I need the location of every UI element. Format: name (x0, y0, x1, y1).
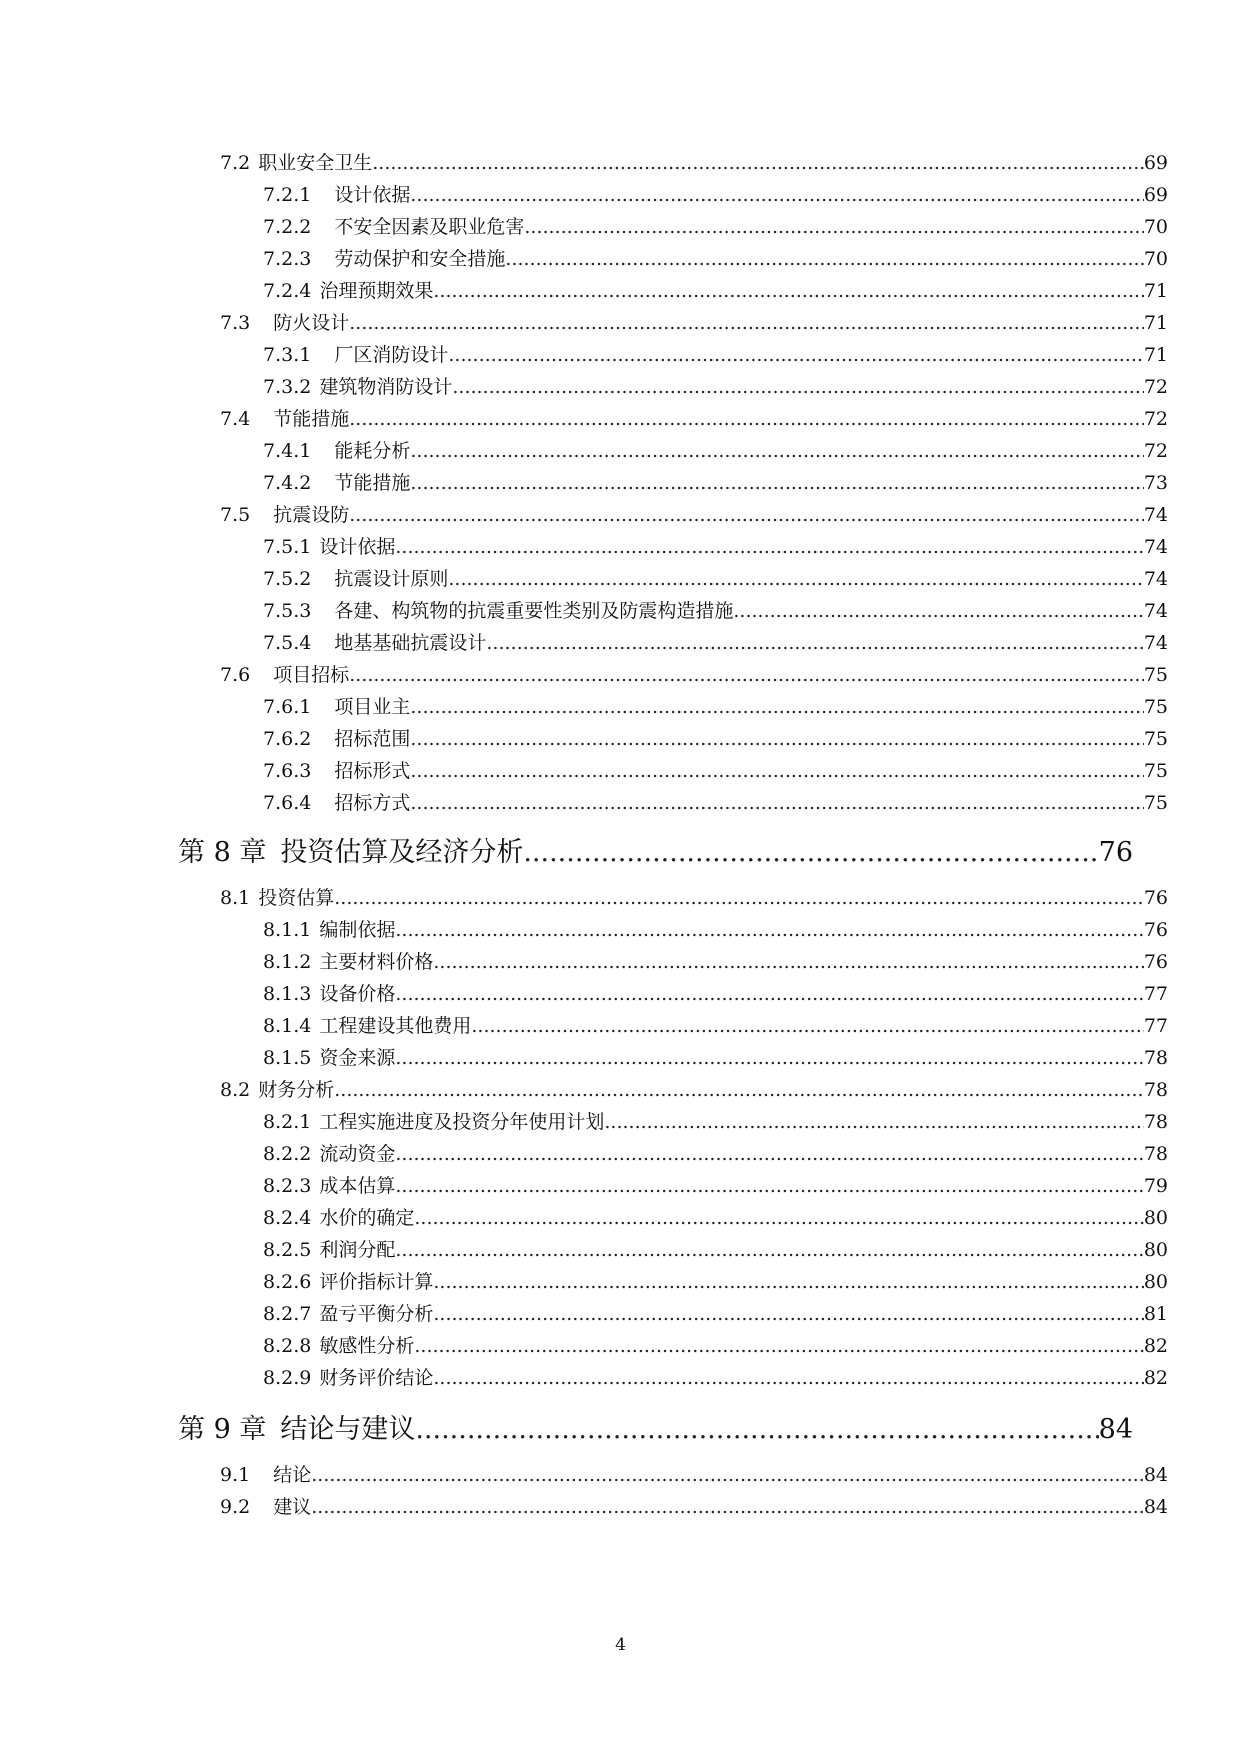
toc-entry-title: 招标形式 (334, 760, 411, 782)
dot-leader (410, 696, 1143, 718)
toc-entry[interactable] (220, 1460, 1168, 1487)
toc-entry-title: 评价指标计算 (319, 1271, 434, 1293)
toc-entry-title: 建筑物消防设计 (319, 376, 453, 398)
dot-leader (433, 280, 1143, 302)
dot-leader (414, 1335, 1143, 1357)
dot-leader (410, 440, 1143, 462)
toc-entry[interactable] (263, 1171, 1168, 1198)
toc-entry-title: 水价的确定 (319, 1207, 415, 1229)
toc-entry[interactable] (263, 756, 1168, 783)
dot-leader (523, 837, 1098, 868)
dot-leader (448, 568, 1143, 590)
toc-chapter-entry[interactable] (178, 1407, 1133, 1446)
toc-entry-title: 利润分配 (319, 1239, 396, 1261)
toc-entry-page-number: 72 (1143, 376, 1168, 398)
toc-entry-page-number: 71 (1143, 280, 1168, 302)
toc-entry[interactable] (263, 1043, 1168, 1070)
toc-entry-number: 7.2.1 (263, 184, 312, 206)
toc-entry-number: 7.5.3 (263, 600, 312, 622)
toc-entry-title: 招标方式 (334, 792, 411, 814)
toc-entry[interactable] (263, 788, 1168, 815)
toc-entry-page-number: 72 (1143, 440, 1168, 462)
toc-entry-title: 厂区消防设计 (334, 344, 449, 366)
toc-entry-title: 抗震设计原则 (334, 568, 449, 590)
toc-entry[interactable] (263, 276, 1168, 303)
toc-entry-page-number: 71 (1143, 312, 1168, 334)
toc-entry-page-number: 75 (1143, 760, 1168, 782)
dot-leader (410, 760, 1143, 782)
toc-entry-number: 7.2.3 (263, 248, 312, 270)
toc-entry-number: 8.2 (220, 1079, 251, 1101)
toc-entry[interactable] (220, 1492, 1168, 1519)
toc-entry-page-number: 69 (1143, 152, 1168, 174)
dot-leader (410, 792, 1143, 814)
toc-entry-number: 8.2.6 (263, 1271, 312, 1293)
toc-entry-title: 成本估算 (319, 1175, 396, 1197)
toc-entry-number: 7.4.1 (263, 440, 312, 462)
toc-entry-number: 7.5.4 (263, 632, 312, 654)
toc-entry-page-number: 80 (1143, 1207, 1168, 1229)
toc-entry-page-number: 76 (1143, 951, 1168, 973)
toc-entry-number: 8.2.9 (263, 1367, 312, 1389)
toc-entry-title: 地基基础抗震设计 (334, 632, 487, 654)
toc-entry-number: 7.6.3 (263, 760, 312, 782)
toc-entry-page-number: 76 (1143, 887, 1168, 909)
toc-entry[interactable] (220, 308, 1168, 335)
toc-entry-title: 工程建设其他费用 (319, 1015, 472, 1037)
toc-entry-page-number: 70 (1143, 216, 1168, 238)
toc-entry[interactable] (263, 180, 1168, 207)
toc-entry[interactable] (263, 1011, 1168, 1038)
toc-entry[interactable] (263, 468, 1168, 495)
toc-entry-page-number: 71 (1143, 344, 1168, 366)
toc-entry-title: 主要材料价格 (319, 951, 434, 973)
toc-entry-number: 7.5 (220, 504, 251, 526)
dot-leader (733, 600, 1143, 622)
toc-entry-number: 7.2.4 (263, 280, 312, 302)
toc-entry-title: 劳动保护和安全措施 (334, 248, 506, 270)
toc-entry-title: 不安全因素及职业危害 (334, 216, 525, 238)
toc-entry[interactable] (220, 404, 1168, 431)
toc-entry-title: 投资估算及经济分析 (280, 837, 524, 868)
toc-entry[interactable] (263, 1139, 1168, 1166)
dot-leader (433, 1367, 1143, 1389)
toc-entry-number: 第 8 章 (178, 837, 267, 868)
toc-entry-title: 项目业主 (334, 696, 411, 718)
toc-entry-title: 工程实施进度及投资分年使用计划 (319, 1111, 605, 1133)
toc-entry-page-number: 84 (1143, 1496, 1168, 1518)
toc-entry[interactable] (220, 148, 1168, 175)
toc-entry-title: 抗震设防 (273, 504, 350, 526)
toc-entry-number: 9.1 (220, 1464, 251, 1486)
toc-entry[interactable] (220, 1075, 1168, 1102)
toc-entry[interactable] (263, 1331, 1168, 1358)
toc-entry-number: 9.2 (220, 1496, 251, 1518)
dot-leader (311, 1464, 1144, 1486)
toc-entry-page-number: 75 (1143, 696, 1168, 718)
toc-entry-number: 8.2.3 (263, 1175, 312, 1197)
toc-entry[interactable] (263, 340, 1168, 367)
toc-entry-title: 流动资金 (319, 1143, 396, 1165)
toc-entry-page-number: 84 (1143, 1464, 1168, 1486)
toc-entry[interactable] (263, 1299, 1168, 1326)
toc-entry[interactable] (263, 1107, 1168, 1134)
toc-entry-title: 防火设计 (273, 312, 350, 334)
toc-entry-page-number: 73 (1143, 472, 1168, 494)
toc-entry[interactable] (220, 660, 1168, 687)
toc-entry-title: 设备价格 (319, 983, 396, 1005)
toc-entry-page-number: 78 (1143, 1111, 1168, 1133)
dot-leader (410, 472, 1143, 494)
toc-entry-page-number: 76 (1143, 919, 1168, 941)
toc-entry-title: 治理预期效果 (319, 280, 434, 302)
dot-leader (524, 216, 1143, 238)
toc-entry-number: 8.2.1 (263, 1111, 312, 1133)
dot-leader (334, 887, 1144, 909)
dot-leader (395, 983, 1143, 1005)
toc-entry-title: 能耗分析 (334, 440, 411, 462)
toc-entry-page-number: 69 (1143, 184, 1168, 206)
dot-leader (349, 664, 1144, 686)
toc-entry-number: 8.1.3 (263, 983, 312, 1005)
dot-leader (415, 1414, 1098, 1445)
toc-entry-page-number: 74 (1143, 632, 1168, 654)
dot-leader (410, 184, 1143, 206)
toc-entry[interactable] (263, 596, 1168, 623)
toc-entry-page-number: 74 (1143, 568, 1168, 590)
toc-entry[interactable] (220, 883, 1168, 910)
toc-entry-page-number: 70 (1143, 248, 1168, 270)
toc-entry-title: 结论 (273, 1464, 312, 1486)
toc-entry-title: 各建、构筑物的抗震重要性类别及防震构造措施 (334, 600, 734, 622)
toc-entry-number: 7.4 (220, 408, 251, 430)
toc-entry[interactable] (263, 436, 1168, 463)
toc-entry-title: 设计依据 (319, 536, 396, 558)
toc-entry-number: 7.3.2 (263, 376, 312, 398)
toc-entry-title: 项目招标 (273, 664, 350, 686)
footer-page-number: 4 (615, 1635, 626, 1655)
toc-entry-title: 投资估算 (258, 887, 335, 909)
toc-entry-number: 7.6 (220, 664, 251, 686)
toc-entry-number: 8.2.7 (263, 1303, 312, 1325)
dot-leader (395, 919, 1143, 941)
toc-entry-page-number: 78 (1143, 1143, 1168, 1165)
toc-entry-number: 8.1.2 (263, 951, 312, 973)
toc-entry-title: 节能措施 (334, 472, 411, 494)
toc-entry-number: 7.2.2 (263, 216, 312, 238)
toc-entry[interactable] (263, 947, 1168, 974)
toc-entry-number: 第 9 章 (178, 1414, 267, 1445)
dot-leader (433, 951, 1143, 973)
toc-entry-page-number: 75 (1143, 792, 1168, 814)
dot-leader (448, 344, 1143, 366)
toc-entry-page-number: 80 (1143, 1239, 1168, 1261)
dot-leader (452, 376, 1143, 398)
toc-entry-number: 8.2.5 (263, 1239, 312, 1261)
toc-entry-number: 7.4.2 (263, 472, 312, 494)
toc-entry[interactable] (263, 979, 1168, 1006)
toc-entry-number: 8.1.4 (263, 1015, 312, 1037)
toc-entry-number: 7.5.2 (263, 568, 312, 590)
toc-entry-page-number: 75 (1143, 664, 1168, 686)
toc-entry-page-number: 81 (1143, 1303, 1168, 1325)
toc-entry[interactable] (263, 1363, 1168, 1390)
toc-entry-title: 建议 (273, 1496, 312, 1518)
toc-entry[interactable] (263, 724, 1168, 751)
toc-entry-page-number: 74 (1143, 504, 1168, 526)
toc-entry-number: 8.1.5 (263, 1047, 312, 1069)
dot-leader (471, 1015, 1143, 1037)
toc-entry-title: 编制依据 (319, 919, 396, 941)
toc-entry-page-number: 77 (1143, 1015, 1168, 1037)
toc-entry-page-number: 76 (1098, 837, 1133, 868)
toc-entry-page-number: 80 (1143, 1271, 1168, 1293)
dot-leader (349, 408, 1144, 430)
dot-leader (410, 728, 1143, 750)
toc-entry-number: 7.2 (220, 152, 251, 174)
dot-leader (604, 1111, 1143, 1133)
toc-entry-title: 财务分析 (258, 1079, 335, 1101)
toc-entry[interactable] (263, 372, 1168, 399)
toc-entry-number: 8.1 (220, 887, 251, 909)
toc-entry[interactable] (263, 244, 1168, 271)
toc-entry-page-number: 78 (1143, 1047, 1168, 1069)
toc-entry-number: 7.6.4 (263, 792, 312, 814)
toc-entry-number: 7.3 (220, 312, 251, 334)
toc-entry-number: 8.2.4 (263, 1207, 312, 1229)
toc-entry-title: 敏感性分析 (319, 1335, 415, 1357)
toc-entry-page-number: 82 (1143, 1335, 1168, 1357)
toc-entry-page-number: 79 (1143, 1175, 1168, 1197)
toc-entry-title: 盈亏平衡分析 (319, 1303, 434, 1325)
toc-entry-page-number: 72 (1143, 408, 1168, 430)
dot-leader (349, 312, 1144, 334)
toc-entry-page-number: 84 (1098, 1414, 1133, 1445)
toc-entry[interactable] (220, 500, 1168, 527)
toc-entry[interactable] (263, 212, 1168, 239)
toc-entry-number: 7.5.1 (263, 536, 312, 558)
toc-entry[interactable] (263, 1203, 1168, 1230)
dot-leader (372, 152, 1144, 174)
toc-entry-number: 8.2.8 (263, 1335, 312, 1357)
toc-entry-page-number: 74 (1143, 600, 1168, 622)
toc-entry-number: 7.6.1 (263, 696, 312, 718)
dot-leader (349, 504, 1144, 526)
dot-leader (334, 1079, 1144, 1101)
dot-leader (311, 1496, 1144, 1518)
toc-entry-number: 7.3.1 (263, 344, 312, 366)
toc-entry-title: 节能措施 (273, 408, 350, 430)
dot-leader (486, 632, 1143, 654)
dot-leader (395, 1239, 1143, 1261)
toc-entry-page-number: 74 (1143, 536, 1168, 558)
dot-leader (395, 536, 1143, 558)
toc-entry-number: 8.1.1 (263, 919, 312, 941)
toc-entry-title: 资金来源 (319, 1047, 396, 1069)
toc-entry[interactable] (263, 628, 1168, 655)
toc-entry[interactable] (263, 532, 1168, 559)
toc-entry[interactable] (263, 1235, 1168, 1262)
toc-entry-title: 设计依据 (334, 184, 411, 206)
toc-chapter-entry[interactable] (178, 830, 1133, 869)
dot-leader (433, 1303, 1143, 1325)
dot-leader (505, 248, 1143, 270)
toc-entry[interactable] (263, 564, 1168, 591)
dot-leader (414, 1207, 1143, 1229)
toc-entry[interactable] (263, 1267, 1168, 1294)
toc-entry-title: 招标范围 (334, 728, 411, 750)
toc-entry-title: 财务评价结论 (319, 1367, 434, 1389)
toc-entry[interactable] (263, 692, 1168, 719)
toc-entry-page-number: 77 (1143, 983, 1168, 1005)
toc-entry-number: 7.6.2 (263, 728, 312, 750)
dot-leader (395, 1143, 1143, 1165)
dot-leader (433, 1271, 1143, 1293)
toc-entry[interactable] (263, 915, 1168, 942)
toc-entry-page-number: 78 (1143, 1079, 1168, 1101)
toc-entry-title: 结论与建议 (280, 1414, 416, 1445)
dot-leader (395, 1175, 1143, 1197)
dot-leader (395, 1047, 1143, 1069)
toc-entry-title: 职业安全卫生 (258, 152, 373, 174)
toc-entry-page-number: 82 (1143, 1367, 1168, 1389)
toc-entry-number: 8.2.2 (263, 1143, 312, 1165)
toc-entry-page-number: 75 (1143, 728, 1168, 750)
